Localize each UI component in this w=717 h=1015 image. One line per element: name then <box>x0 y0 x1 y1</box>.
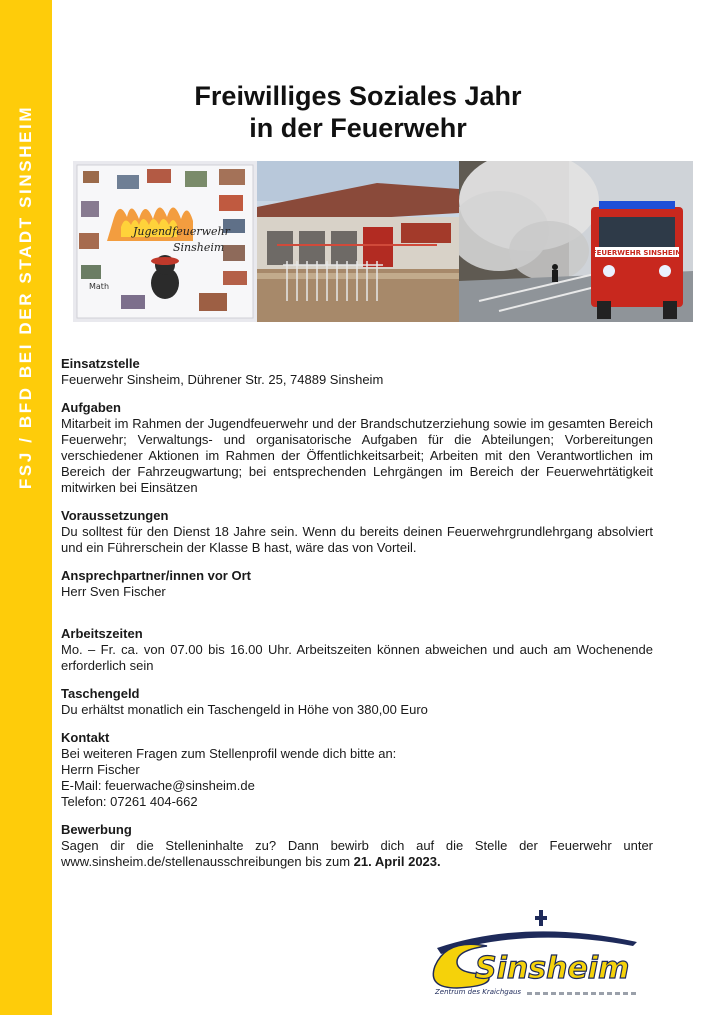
taschengeld-heading: Taschengeld <box>61 686 140 701</box>
bewerbung-paragraph <box>61 838 653 870</box>
kontakt-heading: Kontakt <box>61 730 110 745</box>
einsatzstelle-heading: Einsatzstelle <box>61 356 140 371</box>
aufgaben-text: Mitarbeit im Rahmen der Jugendfeuerwehr und der Brandschutzerziehung sowie im gesamten Bereich Feuerwehr; Verwaltungs- und organisatorische Aufgaben für die Abteilungen; Vorbereitungen verschiedener Aktionen im Rahmen der Öffentlichkeitsarbeit; Arbeiten mit den Verantwortlichen im Bereich der Fahrzeugwartung; bei entsprechenden Lehrgängen im Bereich der Feuerwehrtätigkeit mitwirken bei Einsätzen <box>61 416 653 495</box>
bewerbung-deadline: 21. April 2023. <box>353 854 441 869</box>
photo-strip <box>73 161 693 322</box>
photo-fire-truck <box>459 161 693 322</box>
board-caption-2: Sinsheim <box>173 241 225 254</box>
title-line-1: Freiwilliges Soziales Jahr <box>194 81 522 111</box>
bewerbung-text: Sagen dir die Stelleninhalte zu? Dann bewirb dich auf die Stelle der Feuerwehr unter www.sinsheim.de/stellenausschreibungen bis zum <box>61 838 653 869</box>
board-note: Math <box>89 282 110 291</box>
kontakt-email[interactable]: E-Mail: feuerwache@sinsheim.de <box>61 778 255 793</box>
job-description <box>61 356 653 882</box>
taschengeld-text: Du erhältst monatlich ein Taschengeld in Höhe von 380,00 Euro <box>61 702 428 717</box>
voraussetzungen-text: Du solltest für den Dienst 18 Jahre sein. Wenn du bereits deinen Feuerwehrgrundlehrgang absolviert und ein Führerschein der Klasse B hast, wäre das von Vorteil. <box>61 524 653 555</box>
section-voraussetzungen <box>61 508 653 556</box>
kontakt-phone: Telefon: 07261 404-662 <box>61 794 198 809</box>
ansprechpartner-heading: Ansprechpartner/innen vor Ort <box>61 568 251 583</box>
sidebar-label: FSJ / BFD BEI DER STADT SINSHEIM <box>16 104 35 490</box>
board-caption-1: Jugendfeuerwehr <box>133 225 230 238</box>
arbeitszeiten-text: Mo. – Fr. ca. von 07.00 bis 16.00 Uhr. Arbeitszeiten können abweichen und auch am Wochenende erforderlich sein <box>61 642 653 673</box>
section-taschengeld <box>61 686 653 718</box>
voraussetzungen-heading: Voraussetzungen <box>61 508 169 523</box>
sinsheim-logo <box>427 908 652 1003</box>
kontakt-intro: Bei weiteren Fragen zum Stellenprofil wende dich bitte an: <box>61 746 397 761</box>
section-aufgaben <box>61 400 653 496</box>
section-arbeitszeiten <box>61 626 653 674</box>
youth-board-image <box>73 161 257 322</box>
truck-sign: FEUERWEHR SINSHEIM <box>591 249 683 257</box>
title-line-2: in der Feuerwehr <box>249 113 467 143</box>
fire-station-image <box>257 161 459 322</box>
page-title <box>52 80 664 144</box>
bewerbung-heading: Bewerbung <box>61 822 132 837</box>
arbeitszeiten-heading: Arbeitszeiten <box>61 626 143 641</box>
sinsheim-logo-graphic <box>427 908 652 1003</box>
logo-tagline: Zentrum des Kraichgaus <box>435 988 522 996</box>
photo-fire-station <box>257 161 459 322</box>
photo-youth-board <box>73 161 257 322</box>
fire-truck-image <box>459 161 693 322</box>
aufgaben-heading: Aufgaben <box>61 400 121 415</box>
sidebar-band <box>0 0 52 1015</box>
logo-wordmark: Sinsheim <box>475 951 630 986</box>
kontakt-name: Herrn Fischer <box>61 762 140 777</box>
einsatzstelle-text: Feuerwehr Sinsheim, Dührener Str. 25, 74889 Sinsheim <box>61 372 384 387</box>
section-kontakt <box>61 730 653 810</box>
section-bewerbung <box>61 822 653 870</box>
section-einsatzstelle <box>61 356 653 388</box>
ansprechpartner-text: Herr Sven Fischer <box>61 584 166 599</box>
section-ansprechpartner <box>61 568 653 600</box>
